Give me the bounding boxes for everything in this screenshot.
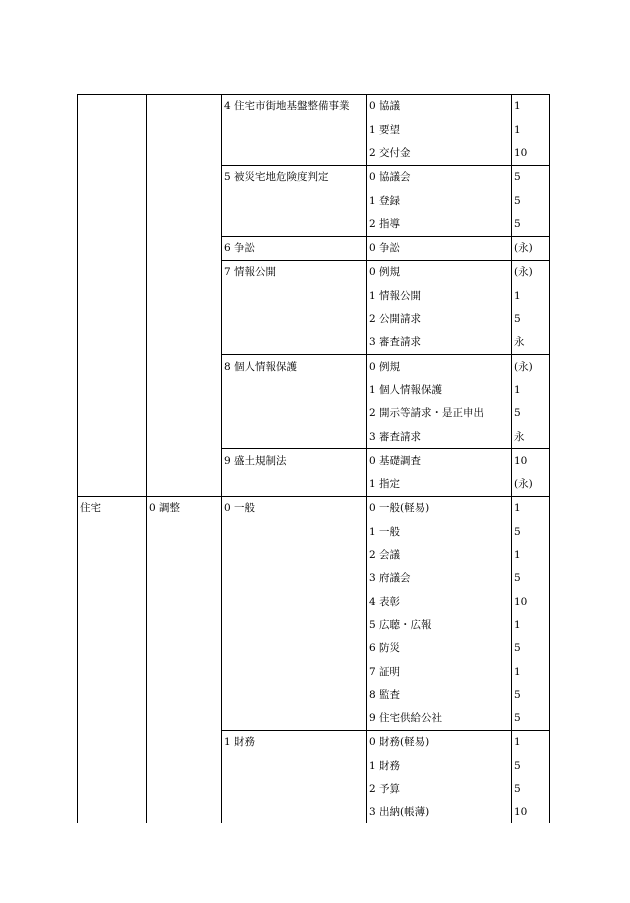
category-cell [78, 449, 147, 473]
item-cell [222, 637, 367, 660]
item-cell: 4 住宅市街地基盤整備事業 [222, 95, 367, 119]
item-cell [222, 520, 367, 543]
retention-cell: 1 [512, 731, 550, 755]
table-row [78, 801, 550, 823]
subcategory-cell [147, 355, 222, 379]
retention-cell: 5 [512, 707, 550, 731]
subitem-cell: 4 表彰 [367, 590, 512, 613]
subcategory-cell: 0 調整 [147, 497, 222, 521]
subcategory-cell [147, 165, 222, 189]
table-row [78, 118, 550, 141]
table-row [78, 142, 550, 166]
subitem-cell: 0 協議 [367, 95, 512, 119]
subcategory-cell [147, 236, 222, 260]
category-cell [78, 567, 147, 590]
subitem-cell: 9 住宅供給公社 [367, 707, 512, 731]
subcategory-cell [147, 707, 222, 731]
category-cell [78, 614, 147, 637]
subitem-cell: 8 監査 [367, 683, 512, 706]
table-row [78, 165, 550, 189]
category-cell [78, 212, 147, 236]
subitem-cell: 1 登録 [367, 189, 512, 212]
item-cell [222, 425, 367, 449]
subcategory-cell [147, 614, 222, 637]
subcategory-cell [147, 637, 222, 660]
category-cell [78, 95, 147, 119]
retention-cell: 永 [512, 331, 550, 355]
subitem-cell: 0 協議会 [367, 165, 512, 189]
category-cell [78, 142, 147, 166]
subitem-cell: 1 一般 [367, 520, 512, 543]
subitem-cell: 0 例規 [367, 261, 512, 285]
subitem-cell: 2 開示等請求・是正申出 [367, 402, 512, 425]
category-cell [78, 754, 147, 777]
retention-cell: 5 [512, 308, 550, 331]
retention-cell: 5 [512, 189, 550, 212]
subitem-cell: 3 出納(帳薄) [367, 801, 512, 823]
subcategory-cell [147, 95, 222, 119]
subitem-cell: 2 指導 [367, 212, 512, 236]
item-cell: 1 財務 [222, 731, 367, 755]
table-row [78, 778, 550, 801]
subcategory-cell [147, 379, 222, 402]
category-cell [78, 637, 147, 660]
subitem-cell: 1 情報公開 [367, 284, 512, 307]
subcategory-cell [147, 660, 222, 683]
item-cell [222, 801, 367, 823]
table-row [78, 707, 550, 731]
subcategory-cell [147, 308, 222, 331]
subitem-cell: 0 基礎調査 [367, 449, 512, 473]
subcategory-cell [147, 189, 222, 212]
retention-cell: 1 [512, 379, 550, 402]
item-cell [222, 590, 367, 613]
retention-cell: 1 [512, 660, 550, 683]
item-cell [222, 754, 367, 777]
subcategory-cell [147, 425, 222, 449]
subcategory-cell [147, 284, 222, 307]
subitem-cell: 2 交付金 [367, 142, 512, 166]
category-cell [78, 520, 147, 543]
retention-cell: 5 [512, 683, 550, 706]
subcategory-cell [147, 212, 222, 236]
table-row [78, 473, 550, 497]
retention-cell: 5 [512, 520, 550, 543]
item-cell: 8 個人情報保護 [222, 355, 367, 379]
subcategory-cell [147, 731, 222, 755]
retention-cell: 5 [512, 754, 550, 777]
category-cell [78, 473, 147, 497]
subitem-cell: 6 防災 [367, 637, 512, 660]
subcategory-cell [147, 567, 222, 590]
category-cell [78, 660, 147, 683]
item-cell [222, 473, 367, 497]
item-cell [222, 707, 367, 731]
category-cell [78, 284, 147, 307]
item-cell [222, 379, 367, 402]
subitem-cell: 7 証明 [367, 660, 512, 683]
table-row [78, 236, 550, 260]
item-cell [222, 331, 367, 355]
subitem-cell: 2 予算 [367, 778, 512, 801]
table-row [78, 284, 550, 307]
retention-cell: 10 [512, 590, 550, 613]
subitem-cell: 3 審査請求 [367, 331, 512, 355]
subitem-cell: 1 指定 [367, 473, 512, 497]
subcategory-cell [147, 402, 222, 425]
retention-cell: 1 [512, 497, 550, 521]
item-cell [222, 118, 367, 141]
retention-cell: 永 [512, 425, 550, 449]
item-cell [222, 308, 367, 331]
item-cell [222, 212, 367, 236]
category-cell [78, 590, 147, 613]
subitem-cell: 1 財務 [367, 754, 512, 777]
table-row [78, 683, 550, 706]
retention-cell: 1 [512, 95, 550, 119]
subitem-cell: 2 公開請求 [367, 308, 512, 331]
subcategory-cell [147, 544, 222, 567]
item-cell [222, 142, 367, 166]
category-cell [78, 261, 147, 285]
retention-cell: 10 [512, 801, 550, 823]
table-row [78, 189, 550, 212]
subcategory-cell [147, 801, 222, 823]
table-row [78, 754, 550, 777]
category-cell [78, 165, 147, 189]
retention-cell: 5 [512, 402, 550, 425]
table-row [78, 355, 550, 379]
table-body [78, 95, 550, 823]
retention-cell: 5 [512, 567, 550, 590]
category-cell [78, 236, 147, 260]
subcategory-cell [147, 778, 222, 801]
table-row [78, 497, 550, 521]
subitem-cell: 2 会議 [367, 544, 512, 567]
table-row [78, 402, 550, 425]
subcategory-cell [147, 473, 222, 497]
retention-cell: 1 [512, 284, 550, 307]
item-cell: 0 一般 [222, 497, 367, 521]
category-cell [78, 308, 147, 331]
table-row [78, 449, 550, 473]
table-row [78, 567, 550, 590]
item-cell [222, 660, 367, 683]
table-row [78, 308, 550, 331]
category-cell [78, 731, 147, 755]
subitem-cell: 0 争訟 [367, 236, 512, 260]
retention-cell: 10 [512, 142, 550, 166]
table-row [78, 379, 550, 402]
subitem-cell: 3 審査請求 [367, 425, 512, 449]
category-cell [78, 189, 147, 212]
subcategory-cell [147, 590, 222, 613]
subitem-cell: 1 要望 [367, 118, 512, 141]
classification-table [77, 94, 550, 823]
item-cell [222, 284, 367, 307]
subcategory-cell [147, 449, 222, 473]
table-row [78, 614, 550, 637]
table-row [78, 425, 550, 449]
subcategory-cell [147, 754, 222, 777]
category-cell [78, 778, 147, 801]
subcategory-cell [147, 142, 222, 166]
retention-cell: 1 [512, 544, 550, 567]
item-cell [222, 778, 367, 801]
retention-cell: 1 [512, 118, 550, 141]
retention-cell: (永) [512, 473, 550, 497]
item-cell [222, 189, 367, 212]
category-cell [78, 707, 147, 731]
item-cell [222, 567, 367, 590]
retention-cell: 5 [512, 637, 550, 660]
retention-cell: 5 [512, 165, 550, 189]
retention-cell: 1 [512, 614, 550, 637]
item-cell: 7 情報公開 [222, 261, 367, 285]
table-row [78, 544, 550, 567]
table-row [78, 331, 550, 355]
subcategory-cell [147, 261, 222, 285]
retention-cell: (永) [512, 236, 550, 260]
category-cell [78, 425, 147, 449]
item-cell [222, 614, 367, 637]
table-row [78, 731, 550, 755]
item-cell [222, 544, 367, 567]
category-cell [78, 402, 147, 425]
table-row [78, 261, 550, 285]
category-cell [78, 801, 147, 823]
category-cell [78, 355, 147, 379]
table-row [78, 95, 550, 119]
subitem-cell: 0 一般(軽易) [367, 497, 512, 521]
subcategory-cell [147, 331, 222, 355]
retention-cell: (永) [512, 261, 550, 285]
subitem-cell: 5 広聴・広報 [367, 614, 512, 637]
item-cell: 9 盛土規制法 [222, 449, 367, 473]
retention-cell: 5 [512, 212, 550, 236]
category-cell [78, 118, 147, 141]
category-cell [78, 379, 147, 402]
retention-cell: 10 [512, 449, 550, 473]
category-cell [78, 331, 147, 355]
item-cell [222, 683, 367, 706]
retention-cell: 5 [512, 778, 550, 801]
subcategory-cell [147, 118, 222, 141]
subitem-cell: 0 例規 [367, 355, 512, 379]
subitem-cell: 1 個人情報保護 [367, 379, 512, 402]
item-cell [222, 402, 367, 425]
item-cell: 6 争訟 [222, 236, 367, 260]
retention-cell: (永) [512, 355, 550, 379]
subcategory-cell [147, 520, 222, 543]
subitem-cell: 3 府議会 [367, 567, 512, 590]
category-cell [78, 683, 147, 706]
table-row [78, 660, 550, 683]
subitem-cell: 0 財務(軽易) [367, 731, 512, 755]
category-cell: 住宅 [78, 497, 147, 521]
category-cell [78, 544, 147, 567]
item-cell: 5 被災宅地危険度判定 [222, 165, 367, 189]
table-row [78, 590, 550, 613]
table-row [78, 637, 550, 660]
table-row [78, 520, 550, 543]
subcategory-cell [147, 683, 222, 706]
table-row [78, 212, 550, 236]
